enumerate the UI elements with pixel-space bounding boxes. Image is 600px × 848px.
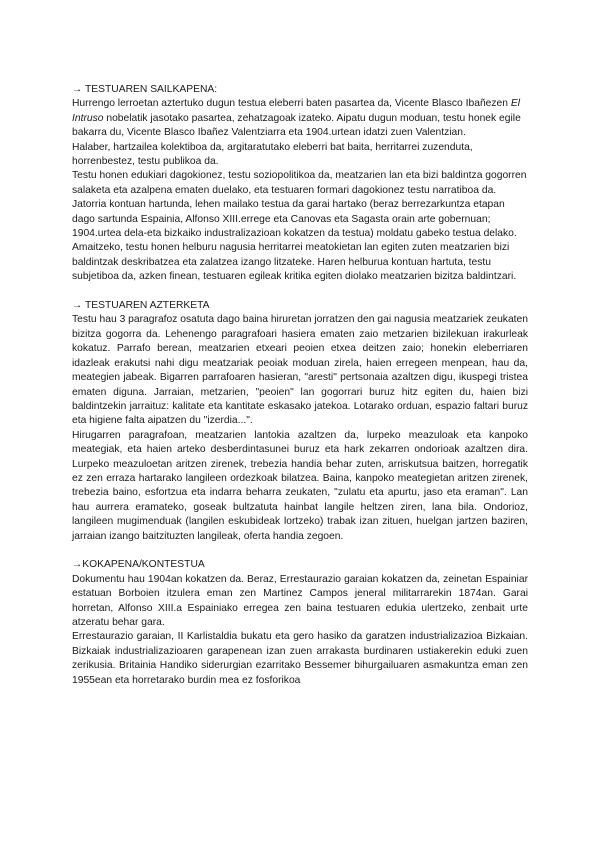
paragraph: Testu hau 3 paragrafoz osatuta dago baina hiruretan jorratzen den gai nagusia meatzariek zeukaten bizitza gogorra da. Lehenengo paragrafoari hasiera ematen zaio metzarien bizilekuan irakurleak kokatuz. Parrafo berean, meatzarien etxeari peoien etxea deitzen zaio; honekin eleberriaren idazleak erakutsi nahi digu meatzariak peoiak moduan zirela, haien erregeen menpean, hau da, meategien jabeak. Bigarren parrafoaren hasieran, "aresti" pertsonaia azaltzen digu, ikuspegi tristea ematen diguna. Jarraian, metzarien, "peoien" lan gogorrari buruz hitz egiten du, haien bizi baldintzekin jarraituz: kalitate eta kantitate eskasako jatekoa. Lotarako orduan, espazio faltari buruz eta higiene falta aipatzen du "izerdia...". — [72, 314, 528, 427]
paragraph: Hirugarren paragrafoan, meatzarien lantokia azaltzen da, lurpeko meazuloak eta kanpoko meategiak, eta haien arteko desberdintasunei buruz eta hark zekarren ondorioak azaltzen dira. Lurpeko meazuloetan aritzen zirenek, trebezia handia behar zuten, arriskutsua baitzen, horregatik ez zen erraza hartarako langileen ordezkoak bilatzea. Baina, kanpoko meategietan aritzen zirenek, trebezia baino, esfortzua eta indarra beharra zeukaten, "zulatu eta apurtu, jaso eta eraman". Lan hau aurrera eramateko, goseak bultzatuta hainbat langile heltzen ziren, lana bila. Ondorioz, langileen mugimenduak (langilen eskubideak lortzeko) trabak izan zituen, huelgan jartzen baziren, jarraian izango baitzituzten langileak, oferta handia zegoen. — [72, 429, 528, 542]
paragraph: Jatorria kontuan hartunda, lehen mailako testua da garai hartako (beraz berrezarkuntza etapan dago sartunda Espainia, Alfonso XIII.errege eta Canovas eta Sagasta orain arte gobernuan; 1904.urtea dela-eta bizkaiko industralizazioan kokatzen da testua) moldatu gabeko testua delako. Amaitzeko, testu honen helburu nagusia herritarrei meatokietan lan egiten zuten meatzarien bizi baldintzak deskribatzea eta zalatzea izango litzateke. Haren helburua kontuan hartuta, testu subjetiboa da, azken finean, testuaren egileak kritika egiten diolako meatzarien bizitza baldintzari. — [72, 199, 517, 283]
section-heading-analysis: → TESTUAREN AZTERKETA — [72, 300, 210, 312]
paragraph: Halaber, hartzailea kolektiboa da, argitaratutako eleberri bat baita, herritarrei zuzenduta, horrenbestez, testu publikoa da. — [72, 141, 473, 168]
paragraph: Dokumentu hau 1904an kokatzen da. Beraz, Errestaurazio garaian kokatzen da, zeinetan Espainiar estatuan Borboien itzulera eman zen Martinez Campos jeneral militarrarekin 1874an. Garai horretan, Alfonso XIII.a Espainiako erregea zen baina testuaren edukia ulertzeko, zenbait urte atzeratu behar gara. — [72, 573, 528, 628]
section-classification — [72, 83, 528, 285]
section-heading-classification: → TESTUAREN SAILKAPENA: — [72, 84, 218, 95]
section-gap — [72, 544, 528, 558]
novel-title: El Intruso — [72, 98, 521, 124]
paragraph — [72, 97, 528, 140]
section-gap — [72, 285, 528, 299]
paragraph-text: Hurrengo lerroetan aztertuko dugun testua eleberri baten pasartea da, Vicente Blasco Ibañezen — [72, 98, 511, 110]
document-body — [72, 83, 528, 688]
paragraph-text: nobelatik jasotako pasartea, zehatzagoak izateko. Aipatu dugun moduan, testu honek egile bakarra du, Vicente Blasco Ibañez Valentziarra eta 1904.urtean idatzi zuen Valentzian. — [72, 112, 521, 139]
section-context — [72, 558, 528, 688]
section-analysis — [72, 299, 528, 544]
paragraph: Errestaurazio garaian, II Karlistaldia bukatu eta gero hasiko da garatzen industrializazioa Bizkaian. Bizkaiak industrializazioaren garapenean izan zuen arrakasta burdinaren ustiakerekin eduki zuen zerikusia. Britainia Handiko siderurgian ezarritako Bessemer bihurgailuaren asmakuntza eman zen 1955ean eta horretarako burdin mea ez fosforikoa — [72, 631, 528, 686]
paragraph: Testu honen edukiari dagokionez, testu soziopolitikoa da, meatzarien lan eta bizi baldintza gogorren salaketa eta azalpena ematen duelako, eta testuaren formari dagokionez testu narratiboa da. — [72, 170, 527, 196]
section-heading-context: →KOKAPENA/KONTESTUA — [72, 559, 205, 571]
